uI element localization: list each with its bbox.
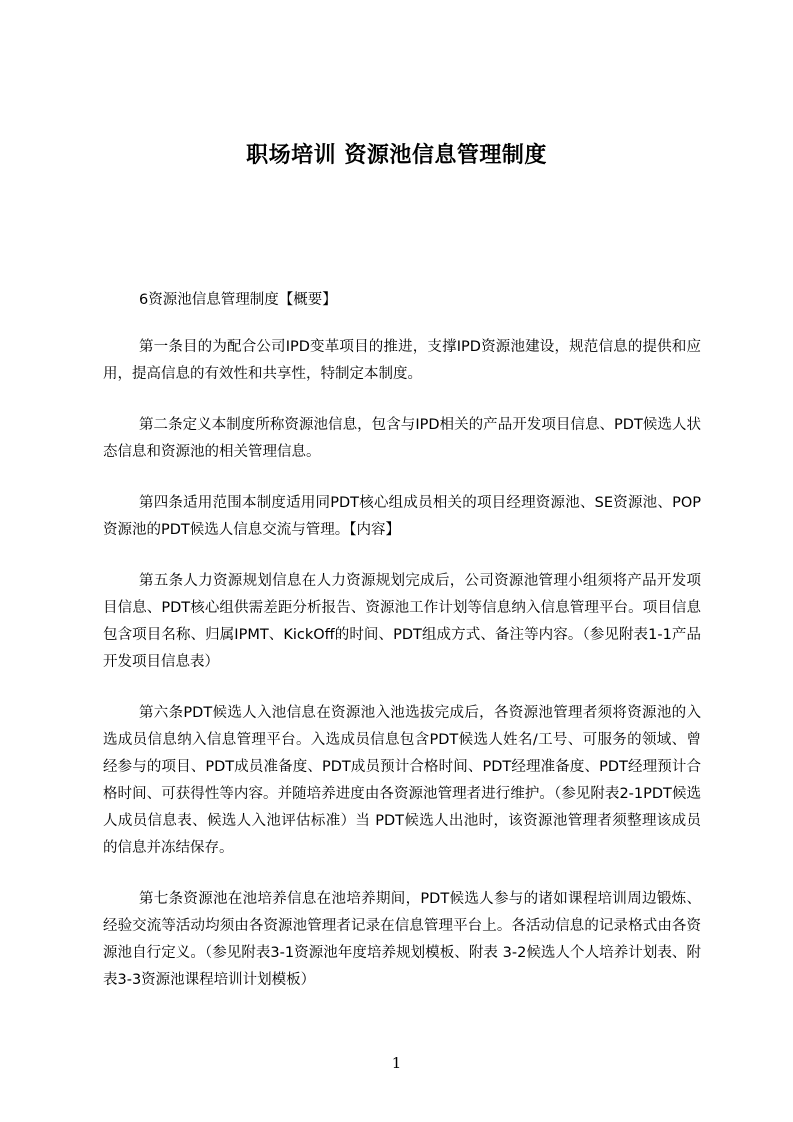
article-7-training-info: 第七条资源池在池培养信息在池培养期间，PDT候选人参与的诸如课程培训周边锻炼、经验交流等活动均须由各资源池管理者记录在信息管理平台上。各活动信息的记录格式由各资源池自行定义。（参见附表3-1资源池年度培养规划模板、附表 3-2候选人个人培养计划表、附表3-3资源池课程培训计划模板） bbox=[103, 891, 701, 988]
article-1-purpose: 第一条目的为配合公司IPD变革项目的推进，支撑IPD资源池建设，规范信息的提供和应用，提高信息的有效性和共享性，特制定本制度。 bbox=[103, 339, 701, 382]
article-4-scope: 第四条适用范围本制度适用同PDT核心组成员相关的项目经理资源池、SE资源池、POP资源池的PDT候选人信息交流与管理。【内容】 bbox=[103, 495, 701, 538]
page-number: 1 bbox=[391, 1054, 402, 1072]
document-body bbox=[103, 287, 701, 1018]
article-5-hr-planning: 第五条人力资源规划信息在人力资源规划完成后，公司资源池管理小组须将产品开发项目信息、PDT核心组供需差距分析报告、资源池工作计划等信息纳入信息管理平台。项目信息包含项目名称、归属IPMT、KickOff的时间、PDT组成方式、备注等内容。（参见附表1-1产品开发项目信息表） bbox=[103, 573, 701, 670]
section-heading-overview: 6资源池信息管理制度【概要】 bbox=[139, 292, 337, 308]
article-2-definition: 第二条定义本制度所称资源池信息，包含与IPD相关的产品开发项目信息、PDT候选人状态信息和资源池的相关管理信息。 bbox=[103, 417, 701, 460]
document-title: 职场培训 资源池信息管理制度 bbox=[246, 143, 547, 168]
article-6-candidate-entry: 第六条PDT候选人入池信息在资源池入池选拔完成后，各资源池管理者须将资源池的入选成员信息纳入信息管理平台。入选成员信息包含PDT候选人姓名/工号、可服务的领域、曾经参与的项目、PDT成员准备度、PDT成员预计合格时间、PDT经理准备度、PDT经理预计合格时间、可获得性等内容。并随培养进度由各资源池管理者进行维护。（参见附表2-1PDT候选人成员信息表、候选人入池评估标准）当 PDT候选人出池时，该资源池管理者须整理该成员的信息并冻结保存。 bbox=[103, 705, 701, 856]
